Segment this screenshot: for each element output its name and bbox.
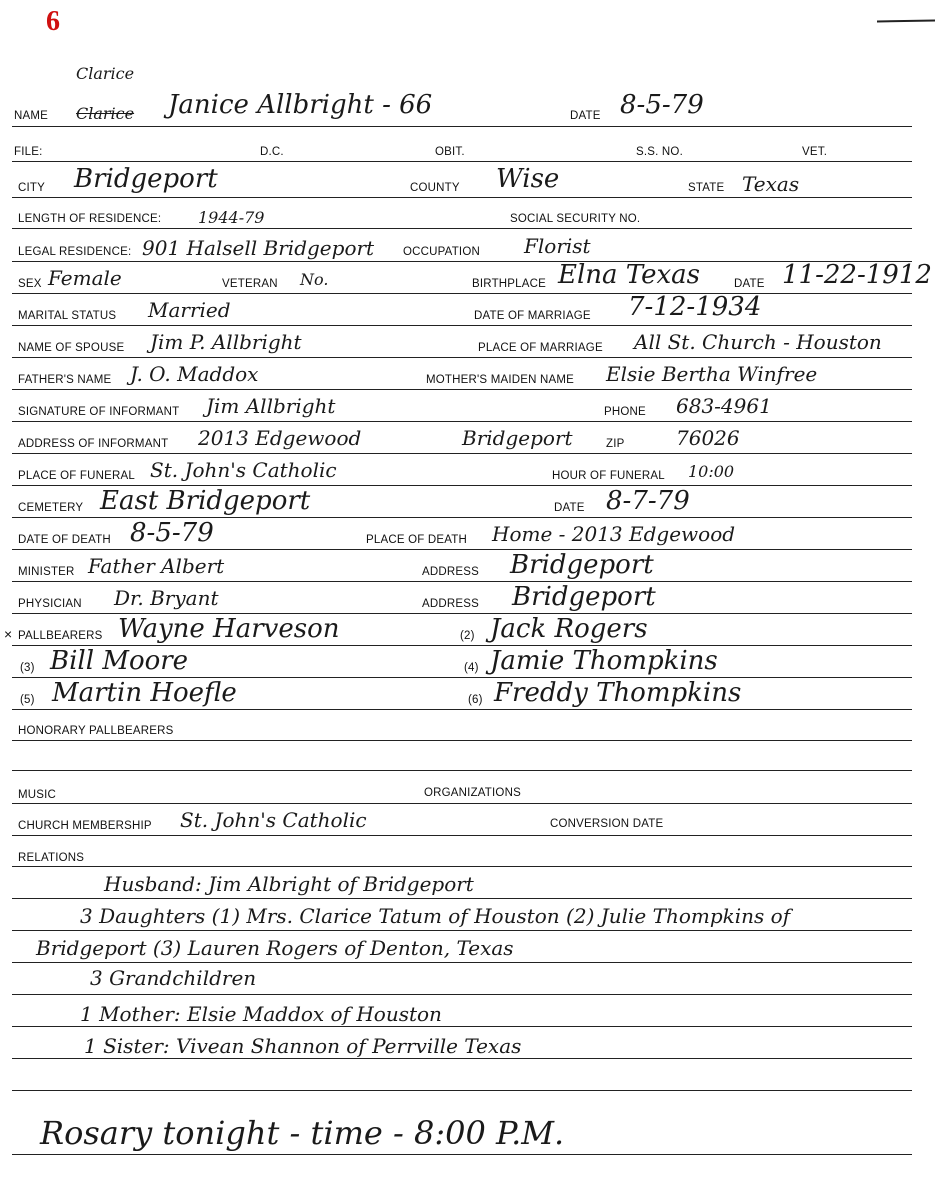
- row-rule: [12, 1026, 912, 1027]
- name-label: NAME: [14, 110, 49, 122]
- honorary-pallbearers-label: HONORARY PALLBEARERS: [18, 725, 174, 737]
- pallbearer-3-label: (3): [20, 662, 35, 674]
- minister-address-entry: Bridgeport: [510, 550, 654, 580]
- obit-label: OBIT.: [435, 146, 465, 158]
- legal-residence-label: LEGAL RESIDENCE:: [18, 246, 132, 258]
- church-membership-label: CHURCH MEMBERSHIP: [18, 820, 152, 832]
- father-entry: J. O. Maddox: [130, 362, 259, 386]
- pallbearer-2-entry: Jack Rogers: [490, 614, 648, 644]
- pallbearer-6-entry: Freddy Thompkins: [494, 678, 742, 708]
- death-date-entry: 8-5-79: [130, 518, 214, 548]
- relations-line: 1 Sister: Vivean Shannon of Perrville Texas: [84, 1034, 522, 1058]
- music-label: MUSIC: [18, 789, 57, 801]
- county-label: COUNTY: [410, 182, 460, 194]
- social-security-label: SOCIAL SECURITY NO.: [510, 213, 641, 225]
- row-rule: [12, 770, 912, 771]
- row-rule: [12, 325, 912, 326]
- check-mark: ×: [4, 626, 13, 642]
- zip-label: ZIP: [606, 438, 625, 450]
- row-rule: [12, 293, 912, 294]
- file-label: FILE:: [14, 146, 43, 158]
- informant-signature-label: SIGNATURE OF INFORMANT: [18, 406, 180, 418]
- minister-label: MINISTER: [18, 566, 75, 578]
- row-rule: [12, 803, 912, 804]
- death-date-label: DATE OF DEATH: [18, 534, 111, 546]
- spouse-entry: Jim P. Allbright: [150, 330, 302, 354]
- row-rule: [12, 161, 912, 162]
- marital-status-label: MARITAL STATUS: [18, 310, 117, 322]
- pallbearer-5-entry: Martin Hoefle: [52, 678, 237, 708]
- residence-length-entry: 1944-79: [198, 208, 265, 227]
- city-label: CITY: [18, 182, 45, 194]
- row-rule: [12, 930, 912, 931]
- funeral-hour-label: HOUR OF FUNERAL: [552, 470, 665, 482]
- informant-address-label: ADDRESS OF INFORMANT: [18, 438, 169, 450]
- row-rule: [12, 709, 912, 710]
- row-rule: [12, 1058, 912, 1059]
- birthplace-label: BIRTHPLACE: [472, 278, 547, 290]
- physician-entry: Dr. Bryant: [114, 586, 219, 610]
- row-rule: [12, 421, 912, 422]
- name-above-entry: Clarice: [76, 64, 135, 83]
- phone-label: PHONE: [604, 406, 646, 418]
- pallbearer-4-entry: Jamie Thompkins: [490, 646, 718, 676]
- marital-status-entry: Married: [148, 298, 231, 322]
- residence-length-label: LENGTH OF RESIDENCE:: [18, 213, 162, 225]
- row-rule: [12, 228, 912, 229]
- legal-residence-entry: 901 Halsell Bridgeport: [142, 236, 375, 260]
- veteran-label: VETERAN: [222, 278, 278, 290]
- row-rule: [12, 740, 912, 741]
- pallbearer-6-label: (6): [468, 694, 483, 706]
- occupation-entry: Florist: [524, 234, 591, 258]
- physician-label: PHYSICIAN: [18, 598, 82, 610]
- church-membership-entry: St. John's Catholic: [180, 808, 367, 832]
- funeral-hour-entry: 10:00: [688, 462, 735, 481]
- sex-label: SEX: [18, 278, 42, 290]
- city-entry: Bridgeport: [74, 164, 218, 194]
- mother-entry: Elsie Bertha Winfree: [606, 362, 818, 386]
- row-rule: [12, 581, 912, 582]
- ss-label: S.S. NO.: [636, 146, 683, 158]
- date-of-marriage-label: DATE OF MARRIAGE: [474, 310, 591, 322]
- funeral-place-label: PLACE OF FUNERAL: [18, 470, 135, 482]
- relations-line: 1 Mother: Elsie Maddox of Houston: [80, 1002, 442, 1026]
- cemetery-entry: East Bridgeport: [100, 486, 311, 516]
- row-rule: [12, 389, 912, 390]
- row-rule: [12, 357, 912, 358]
- death-place-entry: Home - 2013 Edgewood: [492, 522, 736, 546]
- veteran-entry: No.: [300, 270, 329, 289]
- state-label: STATE: [688, 182, 725, 194]
- pallbearer-3-entry: Bill Moore: [50, 646, 189, 676]
- row-rule: [12, 994, 912, 995]
- corner-mark: [877, 19, 935, 22]
- phone-entry: 683-4961: [676, 394, 772, 418]
- organizations-label: ORGANIZATIONS: [424, 787, 521, 799]
- pallbearers-label: PALLBEARERS: [18, 630, 103, 642]
- row-rule: [12, 1154, 912, 1155]
- name-struck-entry: Clarice: [76, 104, 135, 123]
- vet-label: VET.: [802, 146, 828, 158]
- death-place-label: PLACE OF DEATH: [366, 534, 467, 546]
- pallbearer-2-label: (2): [460, 630, 475, 642]
- row-rule: [12, 549, 912, 550]
- funeral-place-entry: St. John's Catholic: [150, 458, 337, 482]
- relations-line: Husband: Jim Albright of Bridgeport: [104, 872, 474, 896]
- occupation-label: OCCUPATION: [403, 246, 480, 258]
- row-rule: [12, 866, 912, 867]
- state-entry: Texas: [742, 172, 800, 196]
- sex-entry: Female: [48, 266, 122, 290]
- birth-date-entry: 11-22-1912: [782, 260, 932, 290]
- row-rule: [12, 261, 912, 262]
- pallbearer-1-entry: Wayne Harveson: [118, 614, 340, 644]
- place-of-marriage-entry: All St. Church - Houston: [634, 330, 882, 354]
- row-rule: [12, 453, 912, 454]
- cemetery-label: CEMETERY: [18, 502, 84, 514]
- relations-line: 3 Daughters (1) Mrs. Clarice Tatum of Houston (2) Julie Thompkins of: [80, 904, 791, 928]
- cemetery-date-label: DATE: [554, 502, 585, 514]
- relations-label: RELATIONS: [18, 852, 85, 864]
- county-entry: Wise: [496, 164, 560, 194]
- zip-entry: 76026: [676, 426, 740, 450]
- row-rule: [12, 835, 912, 836]
- date-of-marriage-entry: 7-12-1934: [628, 292, 762, 322]
- informant-address-entry: 2013 Edgewood: [198, 426, 362, 450]
- row-rule: [12, 197, 912, 198]
- informant-entry: Jim Allbright: [206, 394, 336, 418]
- mother-label: MOTHER'S MAIDEN NAME: [426, 374, 575, 386]
- relations-line: 3 Grandchildren: [90, 966, 257, 990]
- dc-label: D.C.: [260, 146, 284, 158]
- birthplace-entry: Elna Texas: [558, 260, 701, 290]
- informant-city-entry: Bridgeport: [462, 426, 573, 450]
- cemetery-date-entry: 8-7-79: [606, 486, 690, 516]
- birth-date-label: DATE: [734, 278, 765, 290]
- minister-entry: Father Albert: [88, 554, 225, 578]
- footer-note: Rosary tonight - time - 8:00 P.M.: [40, 1114, 565, 1152]
- place-of-marriage-label: PLACE OF MARRIAGE: [478, 342, 603, 354]
- date-label: DATE: [570, 110, 601, 122]
- physician-address-label: ADDRESS: [422, 598, 479, 610]
- row-rule: [12, 898, 912, 899]
- spouse-label: NAME OF SPOUSE: [18, 342, 125, 354]
- relations-line: Bridgeport (3) Lauren Rogers of Denton, Texas: [36, 936, 514, 960]
- date-entry: 8-5-79: [620, 90, 704, 120]
- father-label: FATHER'S NAME: [18, 374, 112, 386]
- physician-address-entry: Bridgeport: [512, 582, 656, 612]
- row-rule: [12, 126, 912, 127]
- page-number: 6: [46, 6, 60, 37]
- row-rule: [12, 962, 912, 963]
- name-entry: Janice Allbright - 66: [168, 90, 433, 120]
- row-rule: [12, 1090, 912, 1091]
- pallbearer-4-label: (4): [464, 662, 479, 674]
- pallbearer-5-label: (5): [20, 694, 35, 706]
- minister-address-label: ADDRESS: [422, 566, 479, 578]
- conversion-date-label: CONVERSION DATE: [550, 818, 664, 830]
